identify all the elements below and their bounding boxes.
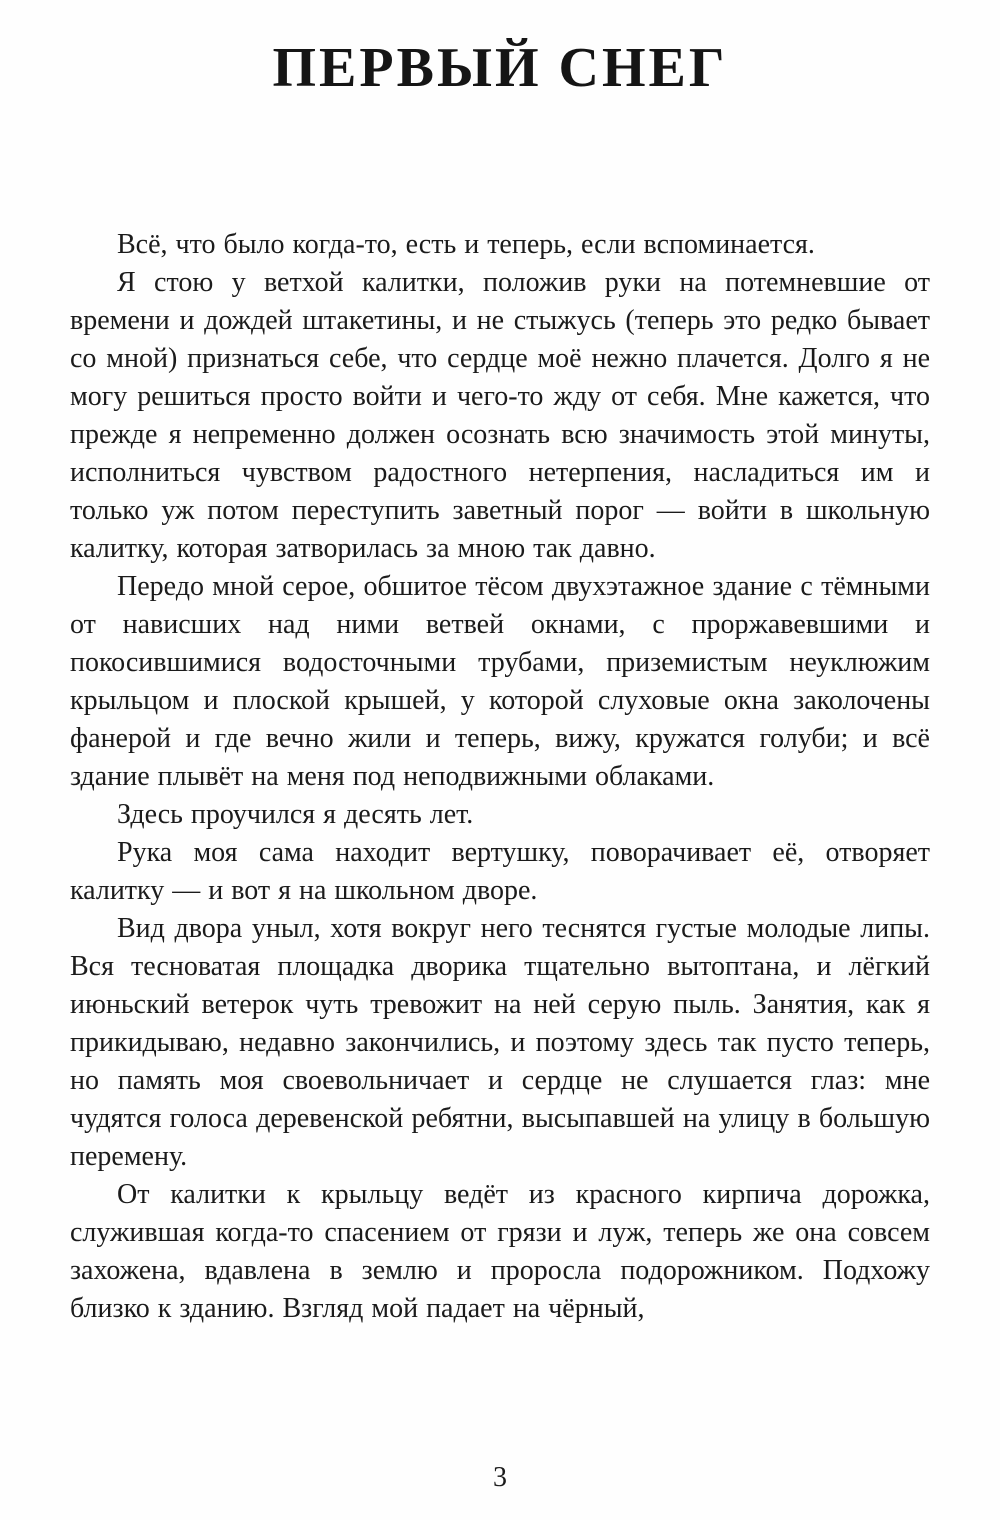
paragraph: Передо мной серое, обшитое тёсом двухэтажное здание с тёмными от нависших над ними ветвей окнами, с проржавевшими и покосившимися водосточными трубами, приземистым неуклюжим крыльцом и плоской крышей, у которой слуховые окна заколочены фанерой и где вечно жили и теперь, вижу, кружатся голуби; и всё здание плывёт на меня под неподвижными облаками. bbox=[70, 571, 930, 792]
paragraph: От калитки к крыльцу ведёт из красного кирпича дорожка, служившая когда-то спасением от грязи и луж, теперь же она совсем захожена, вдавлена в землю и проросла подорожником. Подхожу близко к зданию. Взгляд мой падает на чёрный, bbox=[70, 1179, 930, 1324]
text-body bbox=[70, 226, 930, 1328]
paragraph: Я стою у ветхой калитки, положив руки на потемневшие от времени и дождей штакетины, и не стыжусь (теперь это редко бывает со мной) признаться себе, что сердце моё нежно плачется. Долго я не могу решиться просто войти и чего-то жду от себя. Мне кажется, что прежде я непременно должен осознать всю значимость этой минуты, исполниться чувством радостного нетерпения, насладиться им и только уж потом переступить заветный порог — войти в школьную калитку, которая затворилась за мною так давно. bbox=[70, 267, 930, 564]
paragraph: Рука моя сама находит вертушку, поворачивает её, отворяет калитку — и вот я на школьном дворе. bbox=[70, 837, 930, 906]
paragraph: Здесь проучился я десять лет. bbox=[117, 799, 474, 830]
paragraph: Всё, что было когда-то, есть и теперь, если вспоминается. bbox=[117, 229, 815, 260]
page-number: 3 bbox=[493, 1462, 507, 1493]
paragraph: Вид двора уныл, хотя вокруг него теснятся густые молодые липы. Вся тесноватая площадка дворика тщательно вытоптана, и лёгкий июньский ветерок чуть тревожит на ней серую пыль. Занятия, как я прикидываю, недавно закончились, и поэтому здесь так пусто теперь, но память моя своевольничает и сердце не слушается глаз: мне чудятся голоса деревенской ребятни, высыпавшей на улицу в большую перемену. bbox=[70, 913, 930, 1172]
page-title: ПЕРВЫЙ СНЕГ bbox=[272, 37, 728, 99]
